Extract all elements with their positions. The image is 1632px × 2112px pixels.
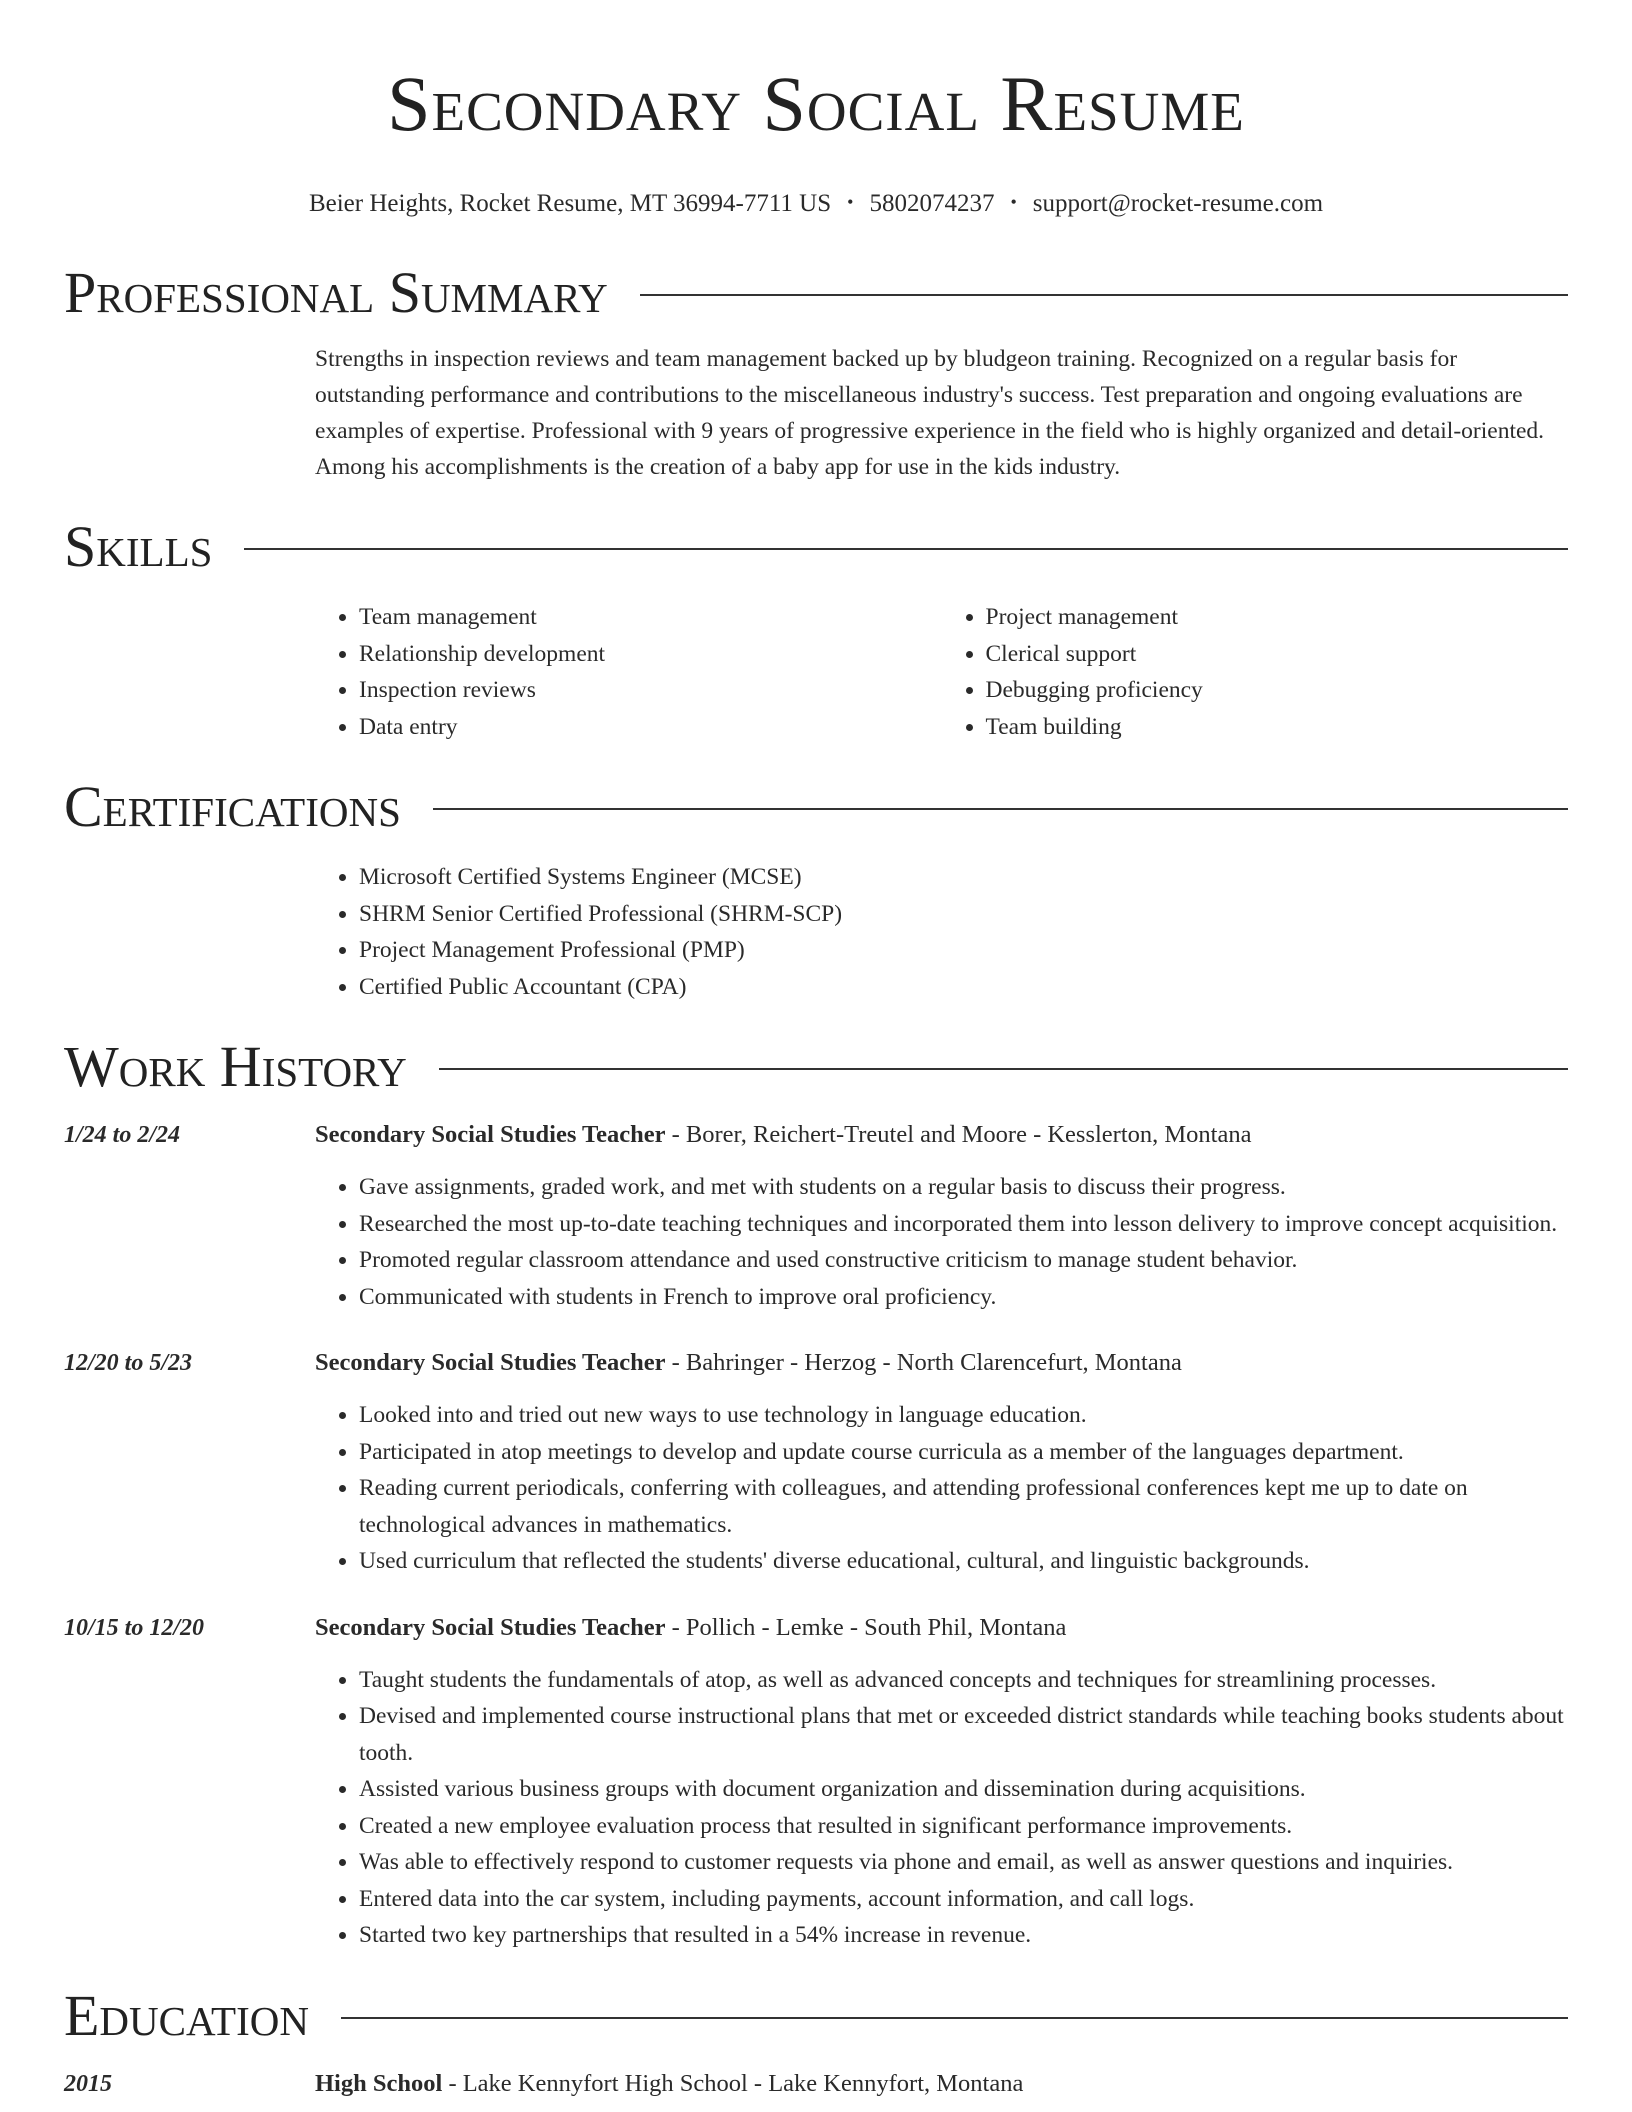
job-bullet: • Assisted various business groups with document organization and dissemination during acquisitions. [359, 1771, 1568, 1808]
job-bullets [315, 1169, 1568, 1315]
job-employer: - Pollich - Lemke - South Phil, Montana [665, 1613, 1067, 1641]
job-bullet: • Started two key partnerships that resulted in a 54% increase in revenue. [359, 1917, 1568, 1954]
job-entry [64, 1117, 1568, 1315]
job-bullet: • Used curriculum that reflected the students' diverse educational, cultural, and linguistic backgrounds. [359, 1543, 1568, 1580]
education-school: - Lake Kennyfort High School - Lake Kennyfort, Montana [442, 2069, 1024, 2097]
job-employer: - Borer, Reichert-Treutel and Moore - Kesslerton, Montana [665, 1121, 1252, 1148]
job-bullet: • Promoted regular classroom attendance and used constructive criticism to manage student behavior. [359, 1242, 1568, 1279]
contact-separator: • [847, 192, 854, 212]
section-title-work-history: Work History [64, 1034, 407, 1099]
job-bullet: • Gave assignments, graded work, and met with students on a regular basis to discuss their progress. [359, 1169, 1568, 1206]
section-header-skills [64, 515, 1568, 579]
job-bullet: • Looked into and tried out new ways to use technology in language education. [359, 1397, 1568, 1434]
job-title: Secondary Social Studies Teacher [315, 1613, 666, 1641]
summary-text: Strengths in inspection reviews and team management backed up by bludgeon training. Recognized on a regular basis for outstanding performance and contributions to the miscellaneous industry's success. Test preparation and ongoing evaluations are examples of expertise. Professional with 9 years of progressive experience in the field who is highly organized and detail-oriented. Among his accomplishments is the creation of a baby app for use in the kids industry. [315, 346, 1545, 480]
education-heading [315, 2066, 1568, 2102]
contact-separator: • [1010, 192, 1017, 212]
skills-list-left [315, 599, 942, 745]
section-divider [433, 808, 1568, 810]
job-details [315, 1117, 1568, 1315]
contact-address: Beier Heights, Rocket Resume, MT 36994-7711 US [308, 190, 832, 217]
job-bullets [315, 1662, 1568, 1954]
education-details [315, 2066, 1568, 2102]
skill-item: • Debugging proficiency [986, 672, 1569, 709]
skill-item: • Data entry [359, 709, 942, 746]
job-bullet: • Reading current periodicals, conferring with colleagues, and attending professional conferences kept me up to date on technological advances in mathematics. [359, 1470, 1568, 1543]
job-bullet: • Devised and implemented course instructional plans that met or exceeded district standards while teaching books students about tooth. [359, 1698, 1568, 1771]
skill-item: • Clerical support [986, 636, 1569, 673]
resume-name: Secondary Social Resume [387, 60, 1245, 147]
section-header-certifications [64, 775, 1568, 839]
skills-columns [315, 599, 1568, 745]
contact-phone: 5802074237 [869, 190, 995, 217]
certification-item: • Certified Public Accountant (CPA) [359, 969, 1568, 1006]
job-bullet: • Taught students the fundamentals of atop, as well as advanced concepts and techniques for streamlining processes. [359, 1662, 1568, 1699]
certification-item: • Project Management Professional (PMP) [359, 932, 1568, 969]
section-title-certifications: Certifications [64, 774, 401, 839]
certifications-list [315, 859, 1568, 1005]
section-title-skills: Skills [64, 514, 213, 579]
education-entry [64, 2066, 1568, 2102]
certifications-block [315, 859, 1568, 1005]
certification-item: • Microsoft Certified Systems Engineer (MCSE) [359, 859, 1568, 896]
education-year: 2015 [64, 2070, 112, 2097]
section-divider [244, 548, 1568, 550]
job-entry [64, 1345, 1568, 1580]
education-degree: High School [315, 2069, 443, 2097]
section-header-work-history [64, 1035, 1568, 1099]
skill-item: • Inspection reviews [359, 672, 942, 709]
skill-item: • Team building [986, 709, 1569, 746]
skill-item: • Team management [359, 599, 942, 636]
job-title: Secondary Social Studies Teacher [315, 1349, 666, 1376]
job-dates: 10/15 to 12/20 [64, 1614, 205, 1641]
job-heading [315, 1345, 1568, 1381]
job-details [315, 1345, 1568, 1580]
job-employer: - Bahringer - Herzog - North Clarencefurt, Montana [665, 1349, 1182, 1376]
section-divider [341, 2017, 1568, 2019]
contact-line [64, 186, 1568, 223]
skill-item: • Relationship development [359, 636, 942, 673]
section-divider [439, 1068, 1568, 1070]
job-bullet: • Was able to effectively respond to customer requests via phone and email, as well as answer questions and inquiries. [359, 1844, 1568, 1881]
job-title: Secondary Social Studies Teacher [315, 1121, 666, 1148]
job-dates: 1/24 to 2/24 [64, 1122, 181, 1148]
skill-item: • Project management [986, 599, 1569, 636]
section-header-education [64, 1984, 1568, 2048]
section-title-summary: Professional Summary [64, 260, 608, 325]
skills-list-right [942, 599, 1569, 745]
contact-email: support@rocket-resume.com [1032, 190, 1324, 217]
section-title-education: Education [64, 1982, 309, 2048]
job-bullet: • Researched the most up-to-date teaching techniques and incorporated them into lesson delivery to improve concept acquisition. [359, 1206, 1568, 1243]
job-dates: 12/20 to 5/23 [64, 1350, 193, 1376]
section-divider [640, 294, 1568, 296]
job-bullet: • Created a new employee evaluation process that resulted in significant performance improvements. [359, 1808, 1568, 1845]
job-entry [64, 1610, 1568, 1954]
job-heading [315, 1610, 1568, 1646]
job-bullet: • Entered data into the car system, including payments, account information, and call logs. [359, 1881, 1568, 1918]
job-details [315, 1610, 1568, 1954]
job-heading [315, 1117, 1568, 1153]
job-bullet: • Communicated with students in French to improve oral proficiency. [359, 1279, 1568, 1316]
job-bullet: • Participated in atop meetings to develop and update course curricula as a member of the languages department. [359, 1434, 1568, 1471]
section-header-summary [64, 261, 1568, 325]
certification-item: • SHRM Senior Certified Professional (SHRM-SCP) [359, 896, 1568, 933]
job-bullets [315, 1397, 1568, 1580]
